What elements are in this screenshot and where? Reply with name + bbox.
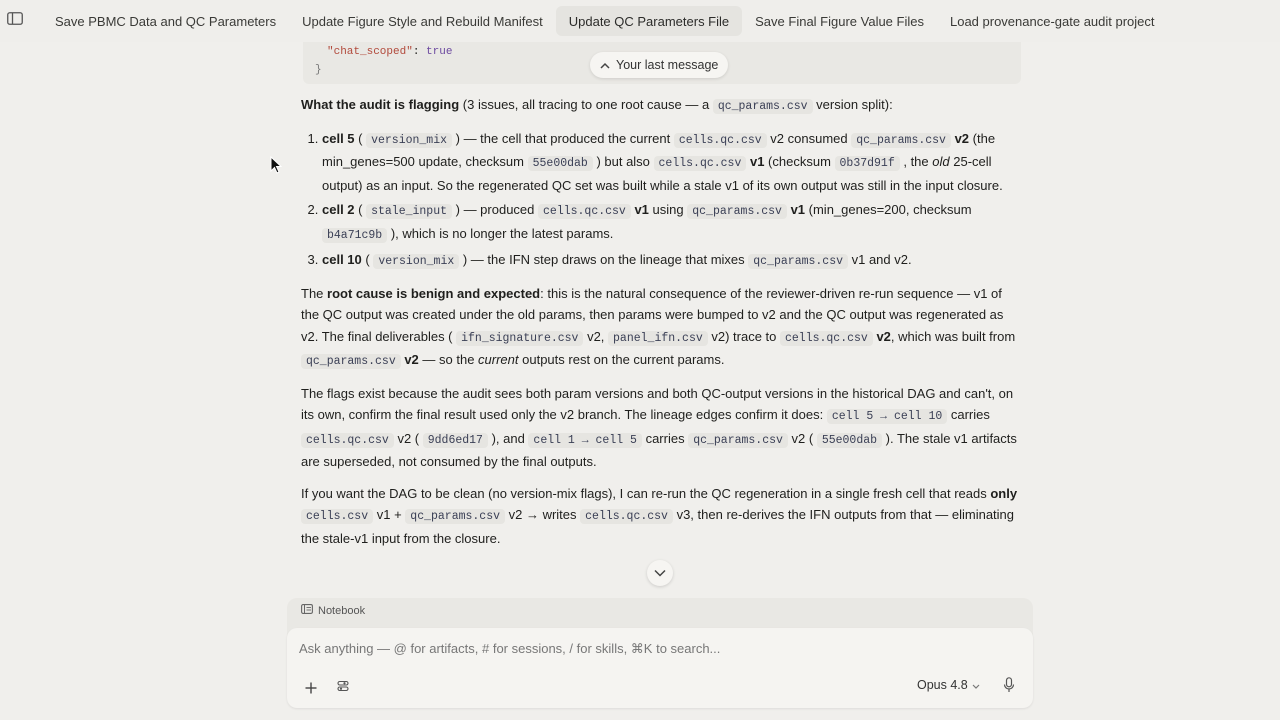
chat-transcript — [301, 42, 1021, 562]
chevron-down-icon — [972, 678, 980, 692]
message-input[interactable] — [297, 640, 1001, 657]
microphone-icon — [1003, 677, 1015, 698]
add-attachment-button[interactable] — [303, 680, 319, 696]
tab-save-pbmc[interactable]: Save PBMC Data and QC Parameters — [55, 13, 277, 29]
tab-save-final-figure[interactable]: Save Final Figure Value Files — [755, 13, 924, 29]
chevron-down-icon — [654, 564, 666, 582]
tab-update-figure-style[interactable]: Update Figure Style and Rebuild Manifest — [302, 13, 543, 29]
sidebar-toggle-icon[interactable] — [6, 10, 24, 26]
code-block: "chat_scoped": true } — [303, 42, 1021, 84]
notebook-icon — [301, 604, 313, 617]
list-item: 1. cell 5 ( version_mix ) — the cell that produced the current cells.qc.csv v2 consumed qc_params.csv v2 (the min_genes=500 update, checksum 55e00dab ) but also cells.qc.csv v1 (checksum 0b37d91f , the old 25-cell output) as an input. So the regenerated QC set was built while a stale v1 of its own output was still in the input closure. — [322, 128, 1021, 197]
tab-load-provenance[interactable]: Load provenance-gate audit project — [949, 13, 1155, 29]
mouse-cursor-icon — [270, 156, 282, 174]
your-last-message-button[interactable]: Your last message — [590, 52, 728, 78]
rerun-offer-paragraph: If you want the DAG to be clean (no version-mix flags), I can re-run the QC regeneration in a single fresh cell that reads only cells.csv v1 + qc_params.csv v2 → writes cells.qc.csv v3, then re-derives the IFN outputs from that — eliminating the stale-v1 input from the closure. — [301, 485, 1018, 546]
session-tabs — [42, 0, 1168, 42]
tools-button[interactable] — [335, 680, 351, 696]
intro-paragraph: What the audit is flagging (3 issues, all tracing to one root cause — a qc_params.csv version split): — [301, 97, 893, 113]
chevron-up-icon — [600, 58, 610, 72]
root-cause-paragraph: The root cause is benign and expected: this is the natural consequence of the reviewer-driven re-run sequence — v1 of the QC output was created under the old params, then params were bumped to v2 and the QC output was regenerated as v2. The final deliverables ( ifn_signature.csv v2, panel_ifn.csv v2) trace to cells.qc.csv v2, which was built from qc_params.csv v2 — so the current outputs rest on the current params. — [301, 285, 1016, 368]
microphone-button[interactable] — [1001, 678, 1017, 696]
list-item: 3. cell 10 ( version_mix ) — the IFN step draws on the lineage that mixes qc_params.csv v1 and v2. — [322, 249, 1021, 273]
composer-container — [287, 598, 1033, 708]
composer — [287, 628, 1033, 708]
model-selector[interactable]: Opus 4.8 — [917, 678, 980, 692]
notebook-chip[interactable]: Notebook — [301, 604, 365, 617]
tab-update-qc-parameters[interactable]: Update QC Parameters File — [556, 6, 742, 36]
flags-paragraph: The flags exist because the audit sees both param versions and both QC-output versions in the historical DAG and can't, on its own, confirm the final result used only the v2 branch. The lineage edges confirm it does: cell 5 → cell 10 carries cells.qc.csv v2 ( 9dd6ed17 ), and cell 1 → cell 5 carries qc_params.csv v2 ( 55e00dab ). The stale v1 artifacts are superseded, not consumed by the final outputs. — [301, 385, 1017, 469]
scroll-to-bottom-button[interactable] — [647, 560, 673, 586]
issue-list — [301, 128, 1021, 273]
top-bar — [0, 0, 1280, 42]
plus-icon — [305, 678, 317, 699]
list-item: 2. cell 2 ( stale_input ) — produced cells.qc.csv v1 using qc_params.csv v1 (min_genes=200, checksum b4a71c9b ), which is no longer the latest params. — [322, 199, 1021, 246]
sliders-icon — [337, 679, 349, 697]
